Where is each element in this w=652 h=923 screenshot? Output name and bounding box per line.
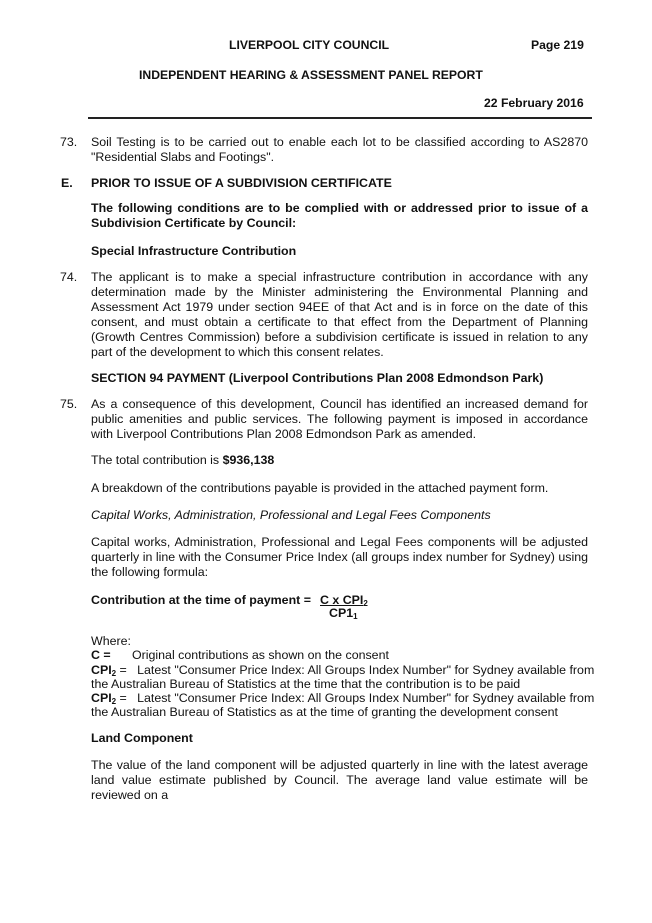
header-rule	[88, 117, 592, 119]
formula-denominator-text: CP1	[329, 606, 354, 620]
where-label: Where:	[91, 634, 131, 648]
subheading-special-infrastructure: Special Infrastructure Contribution	[91, 244, 297, 258]
total-contribution	[91, 453, 274, 468]
total-value: $936,138	[222, 453, 275, 467]
breakdown-text: A breakdown of the contributions payable is provided in the attached payment form.	[91, 481, 549, 495]
land-heading: Land Component	[91, 731, 193, 745]
condition-number: 73.	[60, 135, 78, 149]
definition-term: C =	[91, 648, 111, 662]
definition-eq: =	[116, 663, 127, 677]
definition-cpi2-cont: the Australian Bureau of Statistics at the time that the contribution is to be paid	[91, 677, 521, 691]
definition-text: Latest "Consumer Price Index: All Groups Index Number" for Sydney available from	[137, 663, 595, 677]
formula-label: Contribution at the time of payment =	[91, 593, 311, 607]
section-intro: The following conditions are to be complied with or addressed prior to issue of a Subdivision Certificate by Council:	[91, 201, 588, 230]
report-title: INDEPENDENT HEARING & ASSESSMENT PANEL REPORT	[139, 68, 483, 82]
section-title: PRIOR TO ISSUE OF A SUBDIVISION CERTIFICATE	[91, 176, 392, 190]
subheading-section-94: SECTION 94 PAYMENT (Liverpool Contributions Plan 2008 Edmondson Park)	[91, 371, 544, 385]
page-number: Page 219	[531, 38, 584, 52]
definition-term-sub: 2	[111, 669, 117, 678]
capital-heading: Capital Works, Administration, Professional and Legal Fees Components	[91, 508, 491, 522]
condition-74-text: The applicant is to make a special infrastructure contribution in accordance with any determination made by the Minister administering the Environmental Planning and Assessment Act 1979 under section 94EE of that Act and is in force on the date of this consent, and must obtain a certificate to that effect from the Department of Planning (Growth Centres Commission) before a subdivision certificate is issued in relation to any part of the development to which this consent relates.	[91, 270, 588, 359]
total-label: The total contribution is	[91, 453, 223, 467]
report-date: 22 February 2016	[484, 96, 584, 110]
condition-73-text: Soil Testing is to be carried out to enable each lot to be classified according to AS2870 "Residential Slabs and Footings".	[91, 135, 588, 164]
formula-denominator-sub: 1	[353, 612, 358, 621]
definition-term: CPI	[91, 663, 112, 677]
definition-cpi1-cont: the Australian Bureau of Statistics as at the time of granting the development consent	[91, 705, 558, 719]
definition-eq: =	[116, 691, 127, 705]
definition-term: CPI	[91, 691, 112, 705]
definition-text: Original contributions as shown on the consent	[132, 648, 389, 662]
condition-75-text: As a consequence of this development, Council has identified an increased demand for public amenities and public services. The following payment is imposed in accordance with Liverpool Contributions Plan 2008 Edmondson Park as amended.	[91, 397, 588, 441]
definition-term-sub: 2	[111, 697, 117, 706]
formula-denominator	[329, 606, 358, 624]
definition-c	[91, 648, 389, 663]
capital-text: Capital works, Administration, Professional and Legal Fees components will be adjusted quarterly in line with the Consumer Price Index (all groups index number for Sydney) using the following formula:	[91, 535, 588, 579]
condition-number: 75.	[60, 397, 78, 411]
section-letter: E.	[61, 176, 73, 190]
definition-text: Latest "Consumer Price Index: All Groups Index Number" for Sydney available from	[137, 691, 595, 705]
formula-numerator-sub: 2	[363, 599, 368, 608]
condition-number: 74.	[60, 270, 78, 284]
formula-numerator-text: C x CPI	[320, 593, 364, 607]
council-name: LIVERPOOL CITY COUNCIL	[229, 38, 390, 52]
land-text: The value of the land component will be adjusted quarterly in line with the latest average land value estimate published by Council. The average land value estimate will be reviewed on a	[91, 758, 588, 802]
